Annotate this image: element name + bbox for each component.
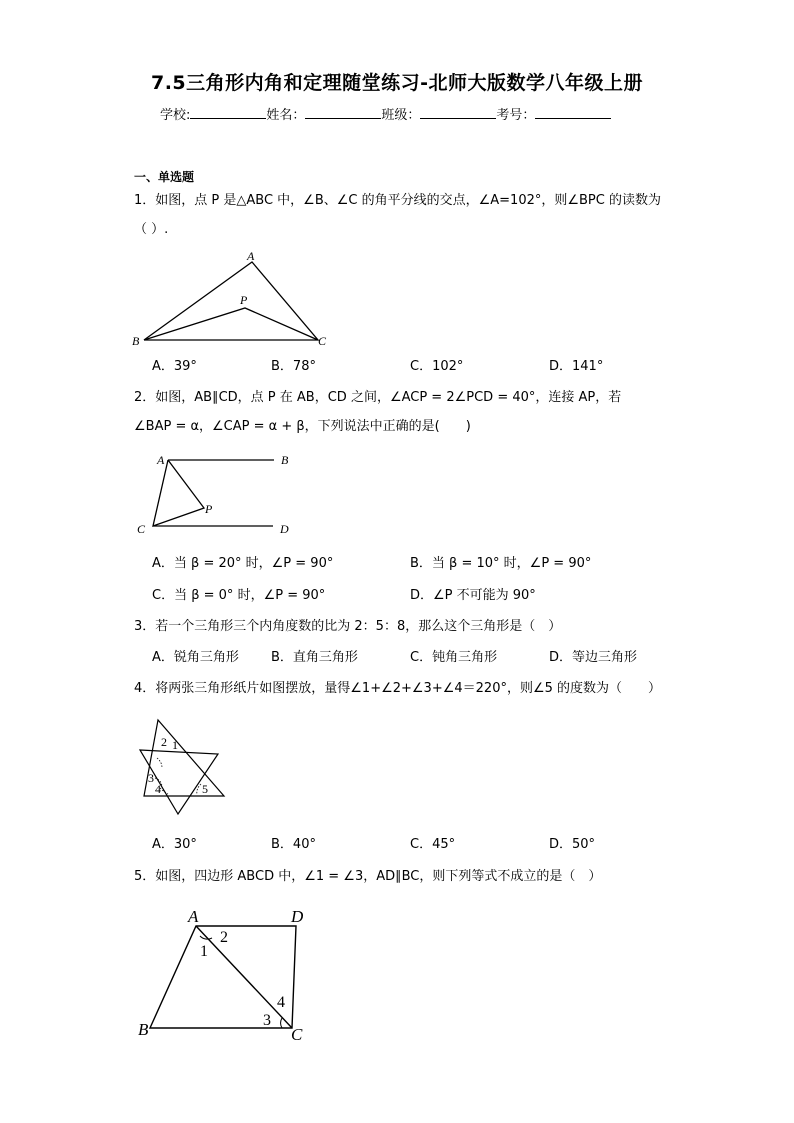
q4-label-5: 5 (202, 782, 208, 796)
q4-angle-marks (155, 758, 201, 794)
q5-label-1: 1 (200, 943, 208, 960)
q2-label-c: C (137, 522, 146, 536)
q3-option-d[interactable]: D．等边三角形 (549, 650, 638, 665)
q5-quadrilateral-figure (134, 900, 324, 1046)
q1-option-b[interactable]: B．78° (271, 359, 316, 374)
q2-label-d: D (280, 522, 289, 536)
student-info-line (160, 104, 611, 123)
name-blank[interactable] (305, 106, 381, 119)
q2-option-d[interactable]: D．∠P 不可能为 90° (410, 588, 536, 603)
q4-label-1: 1 (172, 738, 178, 752)
q2-label-b: B (281, 453, 289, 467)
q4-star-figure (138, 716, 230, 816)
q5-label-2: 2 (220, 929, 228, 946)
q2-label-a: A (157, 453, 165, 467)
q1-triangle-figure (128, 246, 338, 350)
q1-option-c[interactable]: C．102° (410, 359, 464, 374)
q1-stem-line2: （ ）. (134, 222, 169, 237)
q4-stem: 4．将两张三角形纸片如图摆放，量得∠1+∠2+∠3+∠4＝220°，则∠5 的度数为（ ） (134, 681, 662, 696)
q5-stem: 5．如图，四边形 ABCD 中，∠1 = ∠3，AD∥BC，则下列等式不成立的是（ ） (134, 869, 602, 884)
q2-stem-line1: 2．如图，AB∥CD，点 P 在 AB，CD 之间，∠ACP = 2∠PCD = 40°，连接 AP，若 (134, 390, 622, 405)
class-label: 班级： (381, 108, 421, 123)
q1-option-d[interactable]: D．141° (549, 359, 604, 374)
school-blank[interactable] (190, 106, 266, 119)
q5-label-a: A (188, 907, 199, 926)
q1-label-a: A (247, 249, 255, 263)
number-blank[interactable] (535, 106, 611, 119)
q2-triangle-acp (153, 460, 204, 526)
q5-angle-arc-3 (281, 1018, 282, 1028)
q3-option-b[interactable]: B．直角三角形 (271, 650, 358, 665)
school-label: 学校: (160, 108, 191, 123)
section-heading: 一、单选题 (134, 170, 195, 184)
q5-label-c: C (291, 1025, 303, 1044)
q1-stem-line1: 1．如图，点 P 是△ABC 中，∠B、∠C 的角平分线的交点，∠A=102°，则∠BPC 的读数为 (134, 193, 661, 208)
q2-option-a[interactable]: A．当 β = 20° 时，∠P = 90° (152, 556, 334, 571)
q2-option-c[interactable]: C．当 β = 0° 时，∠P = 90° (152, 588, 326, 603)
q4-label-2: 2 (161, 735, 167, 749)
q5-label-b: B (138, 1020, 149, 1039)
q1-label-c: C (318, 334, 327, 348)
q5-label-d: D (291, 907, 304, 926)
q3-stem: 3．若一个三角形三个内角度数的比为 2：5：8，那么这个三角形是（ ） (134, 619, 562, 634)
q3-option-c[interactable]: C．钝角三角形 (410, 650, 498, 665)
page-title: 7.5三角形内角和定理随堂练习-北师大版数学八年级上册 (150, 72, 644, 94)
q2-parallel-figure (132, 448, 302, 540)
q5-label-4: 4 (277, 994, 285, 1011)
q2-option-b[interactable]: B．当 β = 10° 时，∠P = 90° (410, 556, 592, 571)
q3-option-a[interactable]: A．锐角三角形 (152, 650, 239, 665)
q4-option-b[interactable]: B．40° (271, 837, 316, 852)
q4-label-4: 4 (155, 782, 161, 796)
q4-label-3: 3 (148, 771, 154, 785)
q4-option-c[interactable]: C．45° (410, 837, 456, 852)
q1-label-b: B (132, 334, 140, 348)
q1-bisector-lines (144, 308, 318, 340)
name-label: 姓名： (266, 108, 306, 123)
q5-diagonal-ac (196, 926, 292, 1028)
q1-option-a[interactable]: A．39° (152, 359, 197, 374)
q2-stem-line2: ∠BAP = α，∠CAP = α + β，下列说法中正确的是( ) (134, 419, 471, 434)
class-blank[interactable] (420, 106, 496, 119)
q2-label-p: P (205, 502, 213, 516)
q4-option-d[interactable]: D．50° (549, 837, 596, 852)
q5-label-3: 3 (263, 1012, 271, 1029)
q4-option-a[interactable]: A．30° (152, 837, 197, 852)
q1-label-p: P (240, 293, 248, 307)
number-label: 考号： (496, 108, 536, 123)
